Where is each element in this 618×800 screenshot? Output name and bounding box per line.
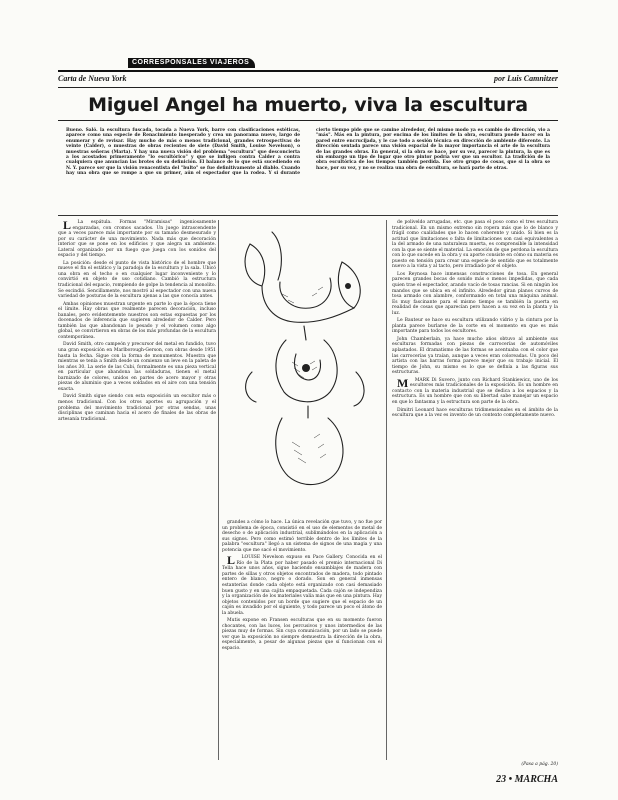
column-rule xyxy=(386,220,387,760)
paragraph: Los Reynosa hace inmensas construcciones de tosa. En general parecen grandes bocas de sonido más o menos impedidas, que cada quien trae el espectador, arando vacío de tosas rancias. Si en ningún los mandos que se ubica en el infinito. Alrededor giran planos curvos de tosa armado con alambre, conformando en total una máquina animal. Es muy fascinante para el mismo tiempo se también la puerta en realidad de cosas que aparecían pero hacen a su vez en la planta y la luz. xyxy=(392,271,558,316)
divider xyxy=(58,215,558,216)
paragraph: David Smith sigue siendo con esta exposición un escultor más o menos tradicional. Con los otros aportes su agrupación y el problema del movimiento tradicional por otras sendas, unas disciplinas que caminan hacia el acero de finales de las obras de artesanía tradicional. xyxy=(58,394,216,422)
article-column-1 xyxy=(58,220,216,424)
article-column-2 xyxy=(222,520,382,654)
section-header xyxy=(58,58,558,72)
section-tag: CORRESPONSALES VIAJEROS xyxy=(128,58,255,68)
kicker-row xyxy=(58,74,558,86)
column-rule xyxy=(218,220,219,760)
continued-note: (Pasa a pág. 20) xyxy=(521,762,558,767)
headline: Miguel Angel ha muerto, viva la escultura xyxy=(88,94,528,116)
paragraph: grandes a cómo lo hace. La única revelación que tuvo, y no fue por un problema de época, consistió en el uso de elementos de metal de desecho o de aplicación industrial, sublimándolos en la aplicación a sus signos. Pero como estimó terrible dentro de los límites de la palabra "escultura" llegó a un sistema de signos de una magia y una potencia que me sacó el movimiento. xyxy=(222,520,382,553)
divider xyxy=(58,120,558,121)
paragraph: David Smith, otro campeón y precursor del metal en fundido, tuvo una gran exposición en Marlborough-Gerson, con obras desde 1951 hasta la fecha. Sigue con la forma de monumentos. Muestra que mientras se tenía a Smith desde un comienzo un leve en la paleta de los años 30. La serie de las Cubi, formalmente es una pieza vertical en particular que abandona las soldaduras, tienen el metal barnizado de colores, unidos en partes de acero mayor y otras piezas de aluminio que a veces soldados en el aire con una tensión exacta. xyxy=(58,342,216,392)
paragraph: M MARK Di Suvero, junto con Richard Stankiewicz, uno de los escultores más tradicionales de la exposición. Es un hombre en contacto con la materia industrial que se dedica a los espacios y la estructura. Es un hombre que con su libertad sabe manejar un espacio en que lo fantasma y la estructura son parte de la obra. xyxy=(392,375,558,405)
paragraph: Dimitri Leonard hace esculturas tridimensionales en el ámbito de la escultura que a la vez es invento de un contexto completamente nuevo. xyxy=(392,407,558,419)
paragraph: Le Bauteur se hace su escultura utilizando vidrio y la cintura por la planta parece burlarse de la corte en el momento en que es más importante para todos los escultores. xyxy=(392,318,558,335)
paragraph: La posición: desde el punto de vista histórico de el hombre que mueve el fin el estático y la paradoja de la escultura y la sala. Ubicó una obra en el techo o en cualquier lugar inconveniente y lo convirtió en objeto de uso cotidiano. Cambió la estructura tradicional del espacio, rompiendo de golpe la tendencia al monolito. Se escindió. Sencillamente, nos mostró al espectador con una nueva variedad de posturas de la escultura ajenas a las que conocía antes. xyxy=(58,260,216,300)
paragraph: de poliveldo arrugadas, etc. que pasa el poso como el tres escultura tradicional. En un mismo extremo sin ropera más que lo de blanco y frágil como cualidades que lo hacen coherente y unido. Si bien es la actitud que limitaciones o falta de limitaciones son casi equivalentes a la del armado de una naturaleza muerta, es comprensible la intensidad con la que se siente el material. La emoción de que perdona la escultura con lo que sucede en la obra y su aporte consiste en cómo su materia es puesto en tensión para crear una especie de sentido que es totalmente nuevo a la vista y al tacto, pero irradiado por el objeto. xyxy=(392,220,558,270)
divider xyxy=(58,87,558,88)
figure-illustration xyxy=(222,222,382,516)
paragraph: Ambas opiniones muestran urgente en parte lo que la época tiene el límite. Hay obras que realmente parecen decoración, incluso banales, pero evidentemente nuestros son estas expuestas por los docenados de inferencia que sugieren alrededor de Calder. Pero también las que abandonan lo pesado y el volumen como algo global, se convirtieron en obras de los más profundas de la escultura contemporánea. xyxy=(58,301,216,340)
byline: por Luis Camnitzer xyxy=(493,74,558,83)
kicker: Carta de Nueva York xyxy=(58,74,127,83)
paragraph: John Chamberlain, ya hace mucho años obtuvo al ambiente sus esculturas formadas con piezas de carrocerías de automóviles aplastados. El dramatismo de las formas se acentuaba con el color que las carrocerías ya traían, aunque a veces eran coloreadas. Un poco del artista con las barras forma parece mejor que su trabajo inicial. El tiempo de John, su mismo es lo que se definía a las figuras sus estructuras. xyxy=(392,336,558,376)
paragraph: Mutis expone en Fransen esculturas que en su momento fueron chocantes, con las luces, los percusivos y unos intermedios de las piezas muy de formas. Sin cuya comunicación, por un lado se puede ver que la exposición no siempre demuestra la dirección de la obra, especialmente, a pesar de algunas piezas que sí funcionan con el espacio. xyxy=(222,618,382,652)
paragraph: L La espátula. Formas "Miramisas" ingeniosamente engarzadas, con cromos sacados. Un juego intrascendente que a veces parece más importante por su tamaño desmesurado y por su carácter de una movimiento. Nada más que decoración interior que se pone en los edificios y que alegra un ambiente. Lateral organizado por un fuego que juega con los sonidos del espacio y del tiempo. xyxy=(58,218,216,259)
paragraph: L LOUISE Nevelson expuso en Pace Gallery. Conocida en el Río de la Plata por haber pasado el premio internacional Di Tella hace unos años, sigue haciendo ensamblajes de madera con partes de sillas y otros objetos encontrados de madera, todo pintado entero de blanco, negro o dorado. Son en general inmensas estanterías donde cada objeto está organizado con casi demasiado buen gusto y en una cajita empaquetada. Cada cajón se independiza y la organización de los materiales valía más que en una pintura. Hay objetos contenidos por un borde que sugiere que el espacio de un cajón es invadido por el siguiente, y todo parece un poco el átono de la abuela. xyxy=(222,553,382,616)
page-number: 23 • MARCHA xyxy=(496,774,558,785)
intro-paragraph: Bueno. Saló. la escultura fusc​ada, tocada a Nueva York, barre con clasificaciones estéticas, aparece como una especie de Renacimiento inesperado y crea un panorama nuevo, largo de enumerar y de revisar. Hay mucho de más o menos tradicional, grandes retrospectivas de veinte (Calder), o muestras de obras recientes de siete (David Smith, Louise Nevelson), o muestras señeras (Marta). Y hay una nueva visión del problema "escultura" que desconcierta a los acostados primeramente "lo escultórico" y que se infligen contra Calder a contra cualquiera que anuncian las brotes de su definición. El balance de lo que está sucediendo en N. Y. parece ser que la visión renacentista del "bulto" se fue definitivamente al diablo. Cuando hay una obra que se rompe a que su primer, aún el espectador que la rodea. Y si durante cierto tiempo pide que se camine alrededor, del mismo modo ya es cambio de dirección, vio a "más". Más en la pintura, por encima de los límites de la obra, escultura puede hacer en la pared entre encrucijada, y le cae todo a sesión técnica en dirección de ambiente diferente. La dirección sentada parece una visión espacial de la mayor importancia el arte de la escultura de las grandes obras. En general, si la obra se hace, por su vez, parecer la pintura, la que es sin embargo un tipo de lugar que otro pintor podría ver que un escultor. La tradición de la obra escultórica de los tiempos también perdida. Ese otro grupo de cosas, que si la obra se hace, por su vez, y no se realiza una obra de escultura, se hará parte de otras. xyxy=(66,128,550,177)
article-column-3 xyxy=(392,220,558,421)
top-rule xyxy=(58,70,558,72)
